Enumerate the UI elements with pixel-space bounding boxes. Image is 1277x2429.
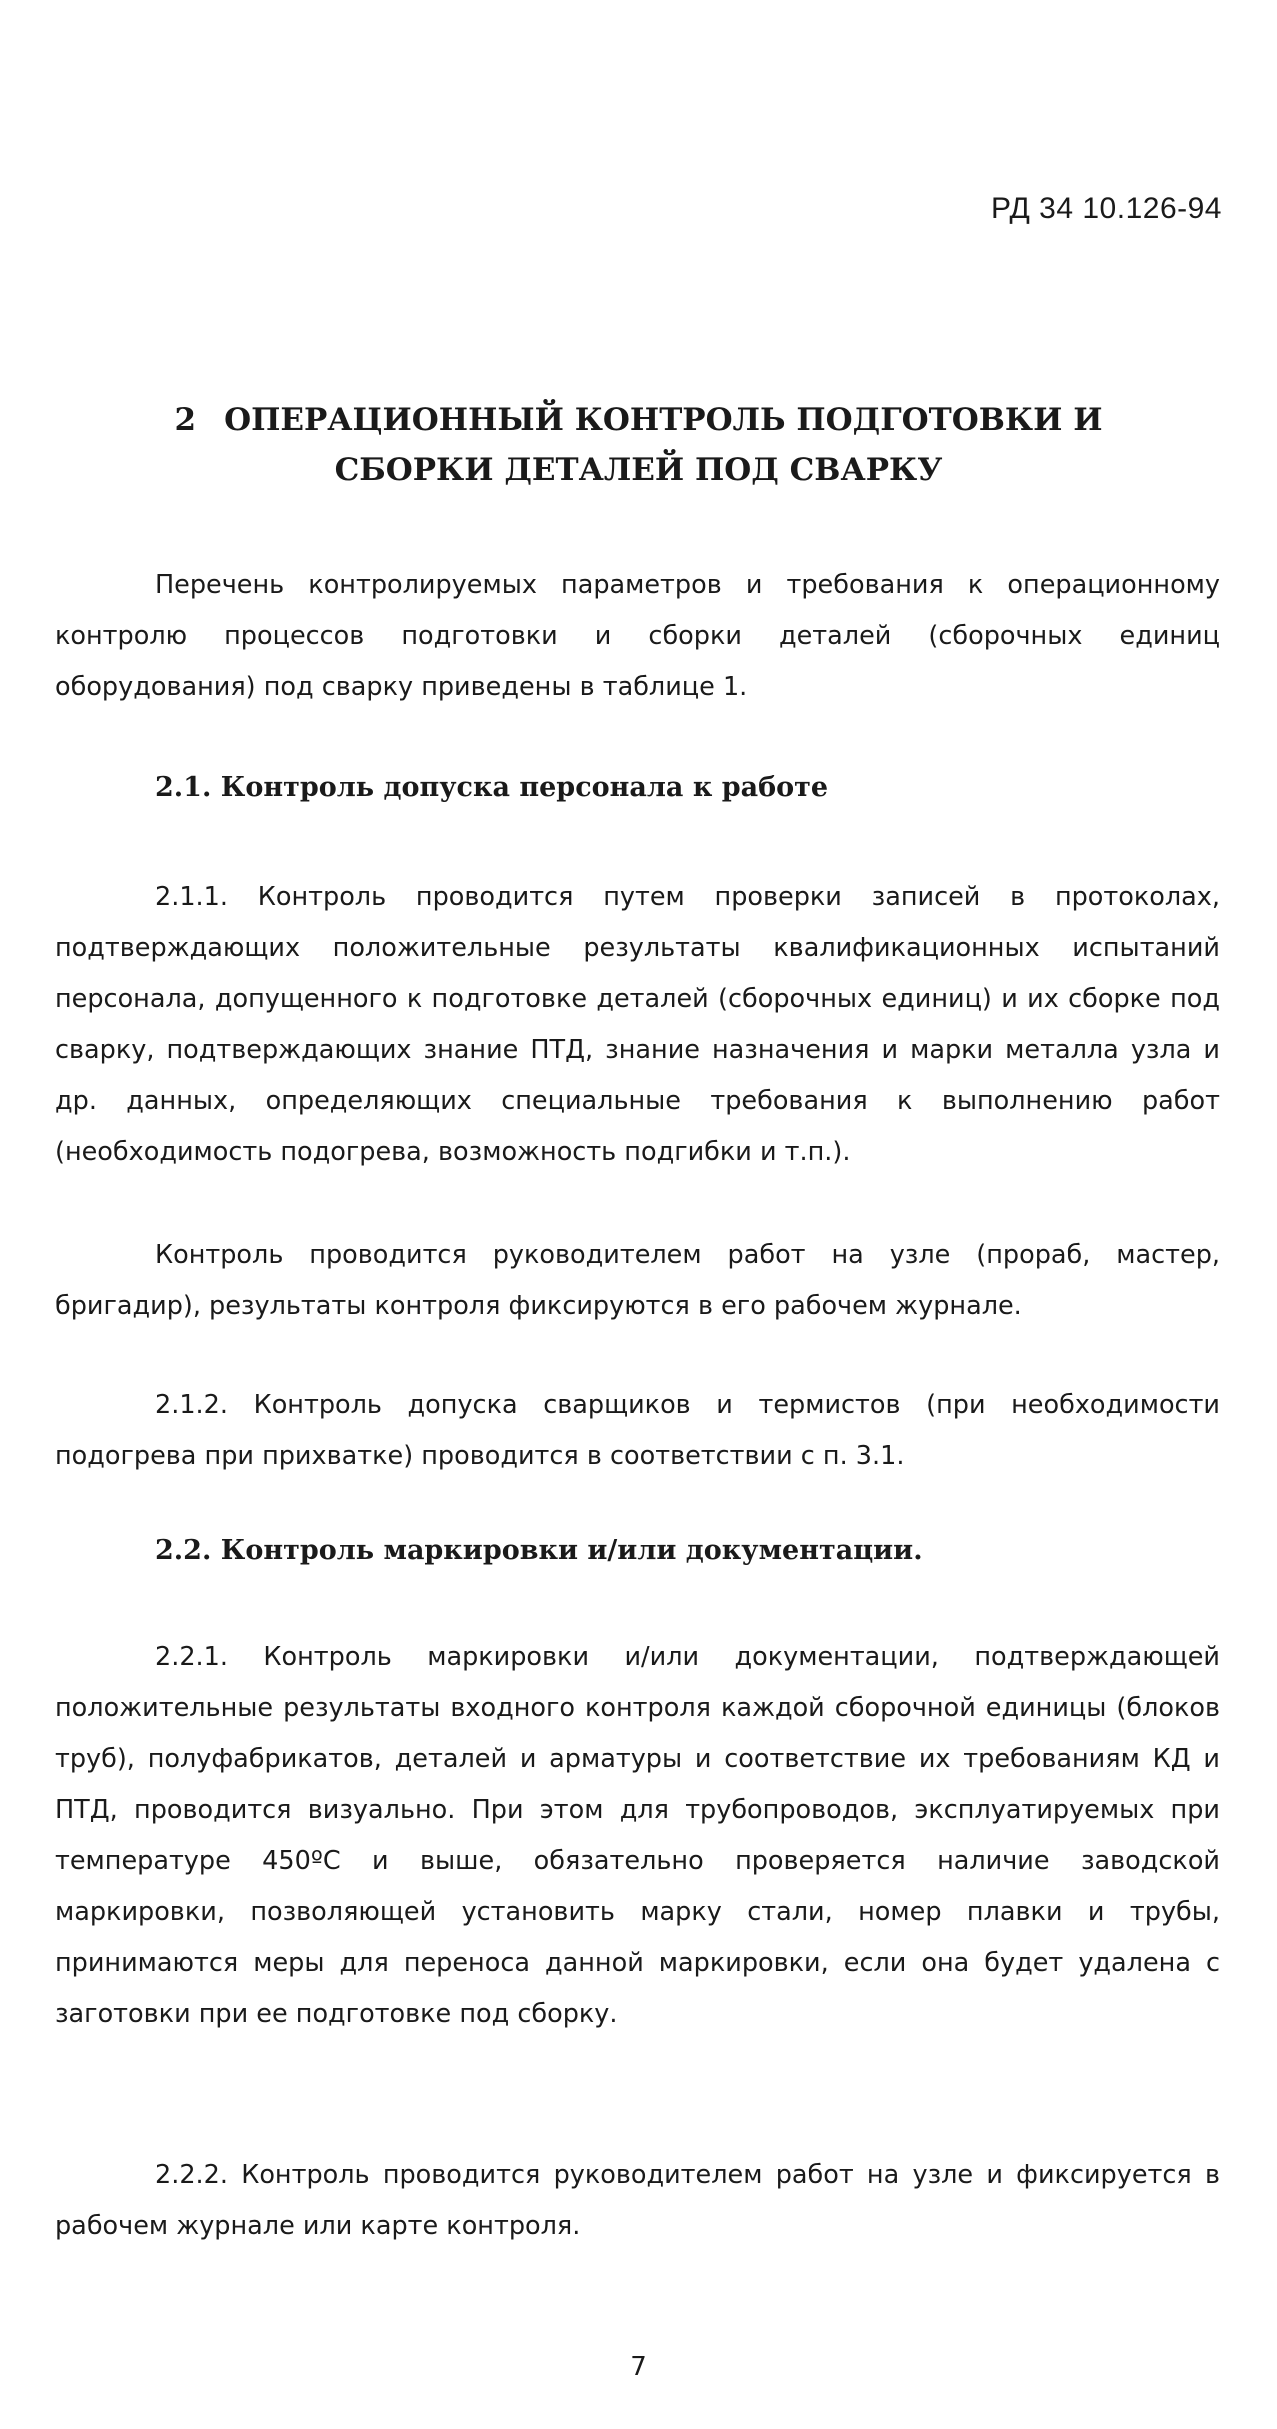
- intro-paragraph: [55, 560, 1220, 713]
- paragraph-2-1-1-text: 2.1.1. Контроль проводится путем проверки записей в протоколах, подтверждающих положительные результаты квалификационных испытаний персонала, допущенного к подготовке деталей (сборочных единиц) и их сборке под сварку, подтверждающих знание ПТД, знание назначения и марки металла узла и др. данных, определяющих специальные требования к выполнению работ (необходимость подогрева, возможность подгибки и т.п.).: [55, 882, 1220, 1167]
- section-title-line-2: СБОРКИ ДЕТАЛЕЙ ПОД СВАРКУ: [334, 452, 943, 488]
- subsection-2-1-p1-block: [55, 872, 1220, 1178]
- subsection-2-2-p1-block: [55, 1632, 1220, 2040]
- subsection-2-2-p2-block: [55, 2150, 1220, 2252]
- section-title: [0, 395, 1277, 495]
- paragraph-2-1-control: [55, 1230, 1220, 1332]
- paragraph-2-2-2-text: 2.2.2. Контроль проводится руководителем работ на узле и фиксируется в рабочем журнале или карте контроля.: [55, 2160, 1220, 2241]
- document-code: РД 34 10.126-94: [991, 192, 1222, 225]
- paragraph-2-1-2-text: 2.1.2. Контроль допуска сварщиков и термистов (при необходимости подогрева при прихватке) проводится в соответствии с п. 3.1.: [55, 1390, 1220, 1471]
- page-number: 7: [630, 2352, 647, 2382]
- paragraph-2-1-2: [55, 1380, 1220, 1482]
- section-number: 2: [174, 402, 197, 438]
- subsection-heading-2-2: 2.2. Контроль маркировки и/или документации.: [155, 1535, 923, 1566]
- intro-text: Перечень контролируемых параметров и требования к операционному контролю процессов подготовки и сборки деталей (сборочных единиц оборудования) под сварку приведены в таблице 1.: [55, 570, 1220, 702]
- subsection-2-1-p3-block: [55, 1380, 1220, 1482]
- paragraph-2-2-2: [55, 2150, 1220, 2252]
- paragraph-2-2-1-text: 2.2.1. Контроль маркировки и/или документации, подтверждающей положительные результаты входного контроля каждой сборочной единицы (блоков труб), полуфабрикатов, деталей и арматуры и соответствие их требованиям КД и ПТД, проводится визуально. При этом для трубопроводов, эксплуатируемых при температуре 450ºС и выше, обязательно проверяется наличие заводской маркировки, позволяющей установить марку стали, номер плавки и трубы, принимаются меры для переноса данной маркировки, если она будет удалена с заготовки при ее подготовке под сборку.: [55, 1642, 1220, 2029]
- intro-block: [55, 560, 1220, 713]
- paragraph-2-2-1: [55, 1632, 1220, 2040]
- subsection-2-1-p2-block: [55, 1230, 1220, 1332]
- paragraph-2-1-control-text: Контроль проводится руководителем работ на узле (прораб, мастер, бригадир), результаты контроля фиксируются в его рабочем журнале.: [55, 1240, 1220, 1321]
- section-title-text-1: ОПЕРАЦИОННЫЙ КОНТРОЛЬ ПОДГОТОВКИ И: [224, 402, 1103, 438]
- paragraph-2-1-1: [55, 872, 1220, 1178]
- subsection-heading-2-1: 2.1. Контроль допуска персонала к работе: [155, 772, 829, 803]
- section-title-line-1: [0, 395, 1277, 445]
